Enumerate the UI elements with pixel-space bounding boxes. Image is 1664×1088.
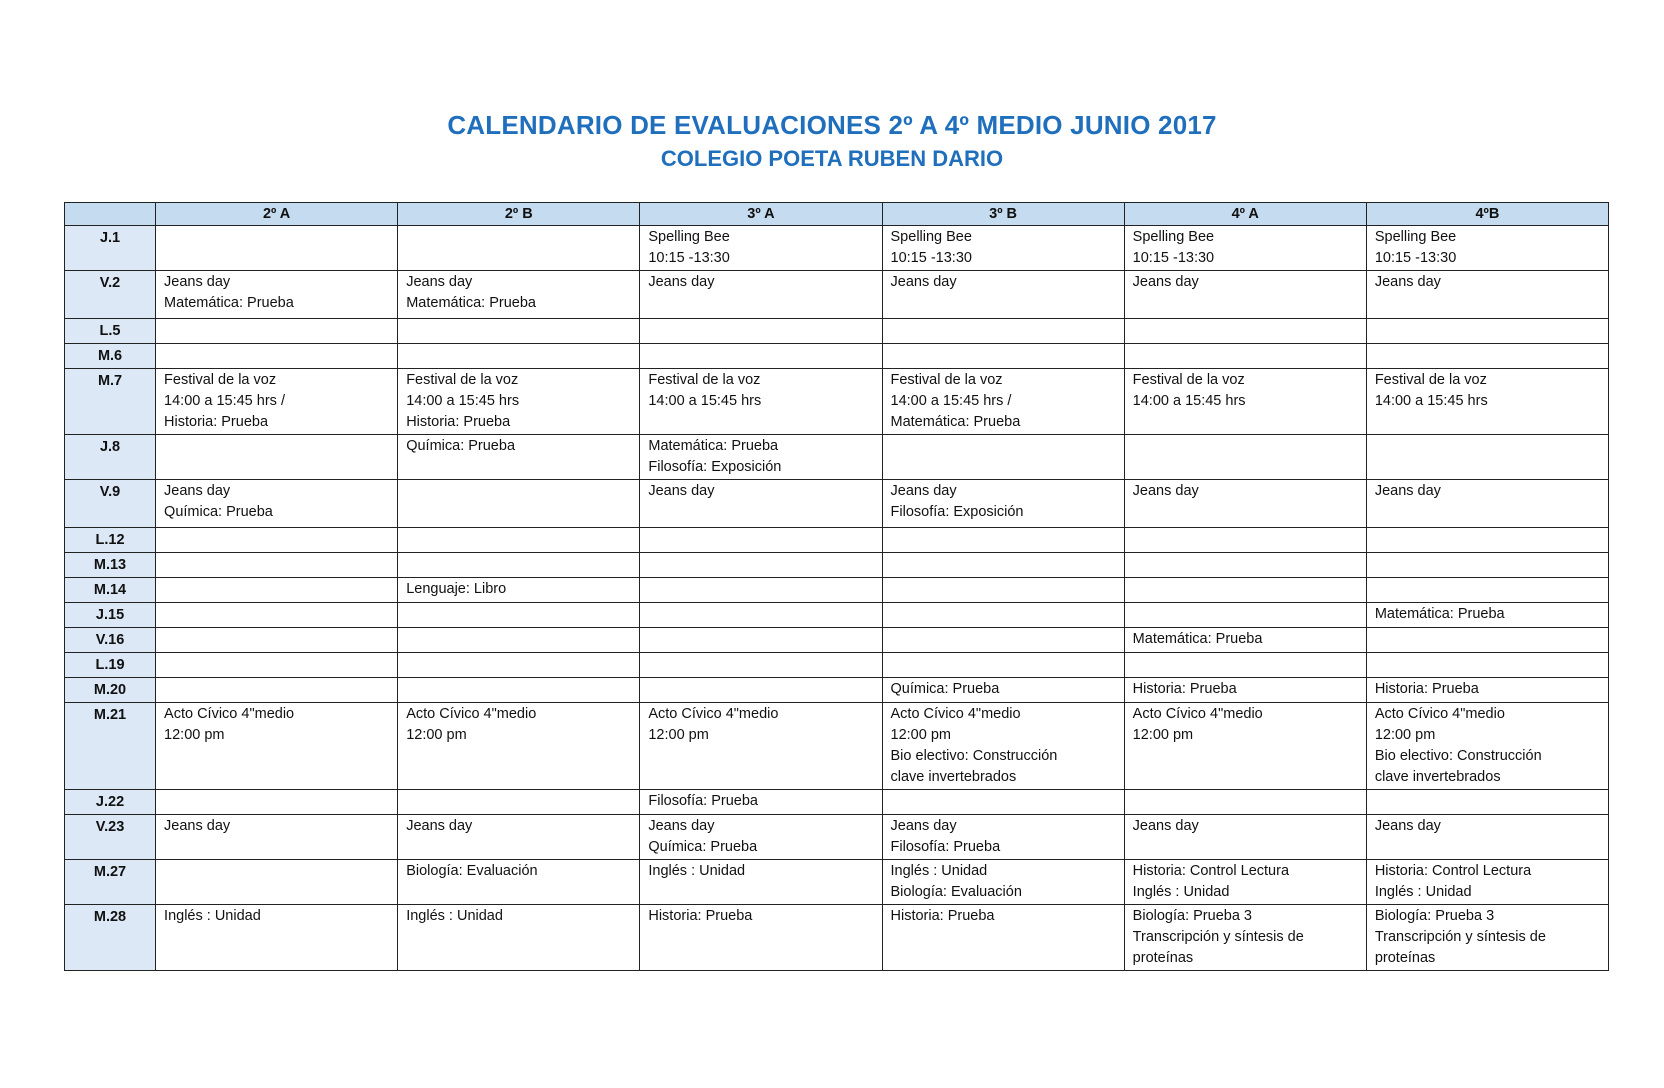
cell-entry: 12:00 pm <box>648 727 709 743</box>
day-label: L.19 <box>65 653 156 678</box>
cell-3b <box>882 628 1124 653</box>
cell-entry: Festival de la voz <box>890 372 1003 388</box>
header-2a: 2º A <box>156 203 398 226</box>
cell-entry: Acto Cívico 4"medio <box>890 706 1021 722</box>
table-row <box>65 369 1609 435</box>
day-label: V.2 <box>65 271 156 319</box>
cell-4a <box>1124 703 1366 790</box>
cell-entry: Jeans day <box>1132 274 1199 290</box>
cell-entry: 10:15 -13:30 <box>648 250 730 266</box>
cell-entry: Festival de la voz <box>1374 372 1487 388</box>
cell-entry: Matemática: Prueba <box>164 295 294 311</box>
cell-2a <box>156 703 398 790</box>
cell-2b <box>398 653 640 678</box>
day-label: V.9 <box>65 480 156 528</box>
cell-entry: Historia: Prueba <box>406 414 511 430</box>
cell-entry: Biología: Prueba 3 <box>1374 908 1495 924</box>
cell-4b <box>1366 678 1608 703</box>
cell-3b <box>882 528 1124 553</box>
cell-3a <box>640 226 882 271</box>
day-label: L.12 <box>65 528 156 553</box>
page-title: CALENDARIO DE EVALUACIONES 2º A 4º MEDIO JUNIO 2017 <box>447 110 1217 140</box>
cell-4a <box>1124 905 1366 971</box>
cell-2a <box>156 369 398 435</box>
cell-4b <box>1366 553 1608 578</box>
cell-4a <box>1124 603 1366 628</box>
cell-2b <box>398 703 640 790</box>
day-label: L.5 <box>65 319 156 344</box>
cell-2a <box>156 528 398 553</box>
cell-3b <box>882 369 1124 435</box>
cell-entry: 14:00 a 15:45 hrs / <box>164 393 285 409</box>
cell-entry: Filosofía: Prueba <box>890 839 1001 855</box>
cell-4b <box>1366 578 1608 603</box>
table-row <box>65 678 1609 703</box>
day-label: M.7 <box>65 369 156 435</box>
cell-entry: Jeans day <box>648 483 715 499</box>
cell-2a <box>156 628 398 653</box>
cell-4b <box>1366 653 1608 678</box>
cell-2a <box>156 678 398 703</box>
cell-2a <box>156 226 398 271</box>
cell-2b <box>398 528 640 553</box>
day-label: M.20 <box>65 678 156 703</box>
cell-entry: Historia: Prueba <box>164 414 269 430</box>
cell-entry: Jeans day <box>1132 483 1199 499</box>
cell-entry: 14:00 a 15:45 hrs <box>648 393 762 409</box>
cell-entry: Jeans day <box>890 483 957 499</box>
cell-4b <box>1366 528 1608 553</box>
cell-3a <box>640 603 882 628</box>
cell-4a <box>1124 653 1366 678</box>
cell-2a <box>156 344 398 369</box>
cell-entry: Spelling Bee <box>1132 229 1215 245</box>
header-3b: 3º B <box>882 203 1124 226</box>
cell-3a <box>640 905 882 971</box>
table-row <box>65 319 1609 344</box>
cell-4b <box>1366 790 1608 815</box>
cell-entry: Jeans day <box>890 818 957 834</box>
cell-entry: clave invertebrados <box>1374 769 1501 785</box>
cell-entry: Jeans day <box>648 818 715 834</box>
cell-entry: Filosofía: Prueba <box>648 793 758 809</box>
cell-2a <box>156 603 398 628</box>
cell-4a <box>1124 628 1366 653</box>
cell-2b <box>398 480 640 528</box>
cell-4b <box>1366 815 1608 860</box>
cell-2a <box>156 790 398 815</box>
cell-2a <box>156 905 398 971</box>
cell-2b <box>398 815 640 860</box>
page-subtitle: COLEGIO POETA RUBEN DARIO <box>660 146 1004 171</box>
cell-3b <box>882 678 1124 703</box>
cell-entry: Matemática: Prueba <box>406 295 536 311</box>
cell-4b <box>1366 905 1608 971</box>
cell-3b <box>882 553 1124 578</box>
cell-3b <box>882 319 1124 344</box>
cell-4b <box>1366 344 1608 369</box>
cell-4a <box>1124 815 1366 860</box>
cell-entry: Jeans day <box>406 274 473 290</box>
cell-2b <box>398 435 640 480</box>
cell-2a <box>156 480 398 528</box>
cell-entry: 12:00 pm <box>164 727 225 743</box>
calendar-body <box>65 226 1609 971</box>
cell-4a <box>1124 344 1366 369</box>
cell-entry: 14:00 a 15:45 hrs <box>1374 393 1488 409</box>
cell-4b <box>1366 435 1608 480</box>
cell-3a <box>640 678 882 703</box>
cell-entry: Inglés : Unidad <box>648 863 746 879</box>
cell-2b <box>398 628 640 653</box>
table-row <box>65 790 1609 815</box>
cell-3a <box>640 344 882 369</box>
cell-2b <box>398 603 640 628</box>
cell-entry: Jeans day <box>1132 818 1199 834</box>
cell-entry: Inglés : Unidad <box>164 908 261 924</box>
cell-entry: Jeans day <box>1374 274 1441 290</box>
cell-2b <box>398 860 640 905</box>
cell-2b <box>398 553 640 578</box>
day-label: M.27 <box>65 860 156 905</box>
cell-entry: Historia: Control Lectura <box>1132 863 1290 879</box>
cell-entry: Biología: Prueba 3 <box>1132 908 1252 924</box>
header-4b: 4ºB <box>1366 203 1608 226</box>
cell-entry: Química: Prueba <box>164 504 273 520</box>
cell-2b <box>398 678 640 703</box>
cell-entry: 14:00 a 15:45 hrs <box>406 393 520 409</box>
cell-2a <box>156 271 398 319</box>
header-row <box>65 203 1609 226</box>
cell-entry: Inglés : Unidad <box>1374 884 1472 900</box>
cell-4a <box>1124 271 1366 319</box>
cell-entry: Jeans day <box>164 483 231 499</box>
table-row <box>65 553 1609 578</box>
cell-entry: Química: Prueba <box>406 438 516 454</box>
cell-4a <box>1124 369 1366 435</box>
cell-entry: Matemática: Prueba <box>1132 631 1263 647</box>
table-row <box>65 653 1609 678</box>
cell-3a <box>640 703 882 790</box>
table-row <box>65 226 1609 271</box>
cell-4a <box>1124 678 1366 703</box>
cell-3b <box>882 578 1124 603</box>
cell-3a <box>640 815 882 860</box>
cell-entry: Festival de la voz <box>648 372 761 388</box>
cell-3b <box>882 653 1124 678</box>
table-row <box>65 603 1609 628</box>
cell-3a <box>640 628 882 653</box>
cell-entry: 12:00 pm <box>1374 727 1436 743</box>
cell-2a <box>156 553 398 578</box>
cell-entry: Jeans day <box>1374 483 1441 499</box>
cell-entry: Jeans day <box>406 818 473 834</box>
cell-entry: Filosofía: Exposición <box>648 459 782 475</box>
cell-2b <box>398 271 640 319</box>
cell-entry: Historia: Prueba <box>890 908 995 924</box>
cell-4b <box>1366 319 1608 344</box>
cell-entry: Inglés : Unidad <box>406 908 503 924</box>
cell-2a <box>156 653 398 678</box>
cell-entry: Inglés : Unidad <box>1132 884 1230 900</box>
cell-3a <box>640 790 882 815</box>
cell-3b <box>882 790 1124 815</box>
table-row <box>65 528 1609 553</box>
cell-entry: Historia: Prueba <box>1132 681 1237 697</box>
cell-entry: Jeans day <box>164 818 231 834</box>
table-row <box>65 344 1609 369</box>
cell-entry: 14:00 a 15:45 hrs / <box>890 393 1012 409</box>
day-label: J.15 <box>65 603 156 628</box>
cell-3b <box>882 905 1124 971</box>
cell-3b <box>882 344 1124 369</box>
header-4a: 4º A <box>1124 203 1366 226</box>
cell-entry: Jeans day <box>164 274 231 290</box>
cell-3a <box>640 578 882 603</box>
cell-entry: Inglés : Unidad <box>890 863 988 879</box>
day-label: M.6 <box>65 344 156 369</box>
cell-entry: Festival de la voz <box>1132 372 1245 388</box>
cell-2a <box>156 815 398 860</box>
cell-entry: Jeans day <box>1374 818 1441 834</box>
cell-entry: Jeans day <box>890 274 957 290</box>
cell-3a <box>640 553 882 578</box>
cell-3a <box>640 369 882 435</box>
cell-2b <box>398 905 640 971</box>
cell-3b <box>882 603 1124 628</box>
cell-entry: Lenguaje: Libro <box>406 581 507 597</box>
cell-entry: 12:00 pm <box>1132 727 1194 743</box>
cell-2b <box>398 790 640 815</box>
cell-2b <box>398 344 640 369</box>
day-label: M.14 <box>65 578 156 603</box>
cell-4b <box>1366 860 1608 905</box>
cell-4b <box>1366 703 1608 790</box>
cell-4b <box>1366 271 1608 319</box>
cell-entry: Spelling Bee <box>1374 229 1457 245</box>
cell-4b <box>1366 480 1608 528</box>
cell-entry: Historia: Prueba <box>1374 681 1479 697</box>
cell-entry: Spelling Bee <box>890 229 972 245</box>
cell-4a <box>1124 860 1366 905</box>
cell-4a <box>1124 553 1366 578</box>
table-row <box>65 271 1609 319</box>
cell-2a <box>156 860 398 905</box>
cell-4a <box>1124 226 1366 271</box>
cell-3b <box>882 271 1124 319</box>
cell-entry: clave invertebrados <box>890 769 1017 785</box>
cell-2a <box>156 319 398 344</box>
cell-entry: Jeans day <box>648 274 715 290</box>
cell-3a <box>640 860 882 905</box>
cell-entry: Historia: Control Lectura <box>1374 863 1532 879</box>
cell-entry: 14:00 a 15:45 hrs <box>1132 393 1246 409</box>
table-row <box>65 860 1609 905</box>
cell-4a <box>1124 319 1366 344</box>
cell-entry: Acto Cívico 4"medio <box>648 706 779 722</box>
cell-4b <box>1366 603 1608 628</box>
cell-4a <box>1124 790 1366 815</box>
cell-3b <box>882 860 1124 905</box>
cell-4a <box>1124 578 1366 603</box>
cell-3a <box>640 435 882 480</box>
table-row <box>65 435 1609 480</box>
cell-entry: Acto Cívico 4"medio <box>406 706 537 722</box>
cell-entry: Acto Cívico 4"medio <box>164 706 295 722</box>
cell-2b <box>398 226 640 271</box>
cell-entry: Acto Cívico 4"medio <box>1374 706 1505 722</box>
cell-entry: Filosofía: Exposición <box>890 504 1024 520</box>
table-row <box>65 815 1609 860</box>
header-2b: 2º B <box>398 203 640 226</box>
day-label: J.22 <box>65 790 156 815</box>
cell-entry: 10:15 -13:30 <box>1132 250 1215 266</box>
cell-entry: Festival de la voz <box>164 372 277 388</box>
cell-4b <box>1366 226 1608 271</box>
cell-3a <box>640 271 882 319</box>
cell-3b <box>882 226 1124 271</box>
table-row <box>65 480 1609 528</box>
cell-entry: Matemática: Prueba <box>890 414 1021 430</box>
cell-entry: Transcripción y síntesis de <box>1374 929 1546 945</box>
cell-entry: Historia: Prueba <box>648 908 753 924</box>
day-label: M.13 <box>65 553 156 578</box>
table-row <box>65 578 1609 603</box>
cell-entry: 12:00 pm <box>890 727 951 743</box>
cell-entry: Acto Cívico 4"medio <box>1132 706 1263 722</box>
cell-4b <box>1366 628 1608 653</box>
cell-entry: Matemática: Prueba <box>648 438 779 454</box>
cell-3a <box>640 653 882 678</box>
cell-entry: Bio electivo: Construcción <box>1374 748 1542 764</box>
cell-entry: proteínas <box>1132 950 1194 966</box>
day-label: M.28 <box>65 905 156 971</box>
cell-4a <box>1124 480 1366 528</box>
cell-3a <box>640 528 882 553</box>
cell-entry: Química: Prueba <box>648 839 758 855</box>
evaluation-calendar-table <box>64 202 1609 971</box>
day-label: J.8 <box>65 435 156 480</box>
cell-entry: Matemática: Prueba <box>1374 606 1505 622</box>
header-3a: 3º A <box>640 203 882 226</box>
cell-entry: Biología: Evaluación <box>890 884 1022 900</box>
cell-2a <box>156 578 398 603</box>
cell-entry: Biología: Evaluación <box>406 863 538 879</box>
cell-entry: Química: Prueba <box>890 681 1000 697</box>
cell-entry: Bio electivo: Construcción <box>890 748 1058 764</box>
cell-3a <box>640 319 882 344</box>
day-label: V.23 <box>65 815 156 860</box>
cell-4a <box>1124 528 1366 553</box>
table-row <box>65 628 1609 653</box>
cell-4a <box>1124 435 1366 480</box>
table-row <box>65 905 1609 971</box>
cell-entry: Spelling Bee <box>648 229 730 245</box>
cell-entry: proteínas <box>1374 950 1436 966</box>
table-row <box>65 703 1609 790</box>
cell-3b <box>882 435 1124 480</box>
day-label: V.16 <box>65 628 156 653</box>
cell-entry: Transcripción y síntesis de <box>1132 929 1304 945</box>
cell-3b <box>882 815 1124 860</box>
day-label: M.21 <box>65 703 156 790</box>
cell-2b <box>398 369 640 435</box>
cell-3b <box>882 480 1124 528</box>
cell-2a <box>156 435 398 480</box>
cell-2b <box>398 319 640 344</box>
cell-3b <box>882 703 1124 790</box>
day-label: J.1 <box>65 226 156 271</box>
cell-entry: 10:15 -13:30 <box>1374 250 1457 266</box>
cell-3a <box>640 480 882 528</box>
cell-entry: 12:00 pm <box>406 727 467 743</box>
header-day-column <box>65 203 156 226</box>
cell-2b <box>398 578 640 603</box>
cell-4b <box>1366 369 1608 435</box>
cell-entry: Festival de la voz <box>406 372 519 388</box>
cell-entry: 10:15 -13:30 <box>890 250 972 266</box>
